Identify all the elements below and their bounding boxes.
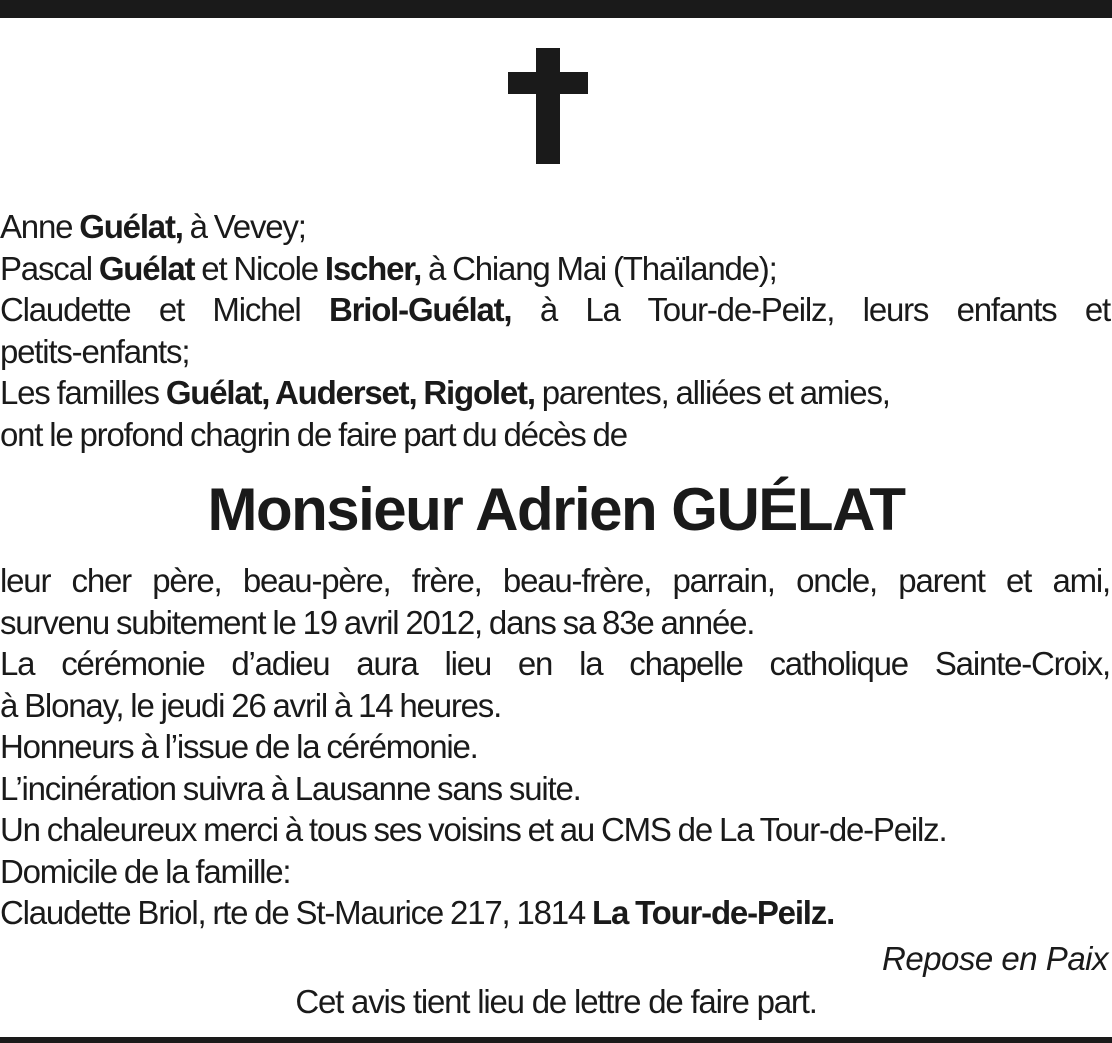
family-line-6: ont le profond chagrin de faire part du décès de [0,415,627,453]
family-line-2: Pascal Guélat et Nicole Ischer, à Chiang Mai (Thaïlande); [0,249,777,287]
family-line-1: Anne Guélat, à Vevey; [0,208,306,245]
details-line-8: Domicile de la famille: [0,852,291,890]
details-line-4: à Blonay, le jeudi 26 avril à 14 heures. [0,686,502,724]
details-line-5: Honneurs à l’issue de la cérémonie. [0,728,478,765]
announcement-details [0,560,1110,934]
details-line-7: Un chaleureux merci à tous ses voisins et au CMS de La Tour-de-Peilz. [0,811,947,848]
notice-line: Cet avis tient lieu de lettre de faire part. [295,983,817,1020]
bottom-border-rule [0,1037,1112,1043]
details-line-2: survenu subitement le 19 avril 2012, dans sa 83e année. [0,603,755,641]
details-line-9: Claudette Briol, rte de St-Maurice 217, 1814 La Tour-de-Peilz. [0,894,835,931]
family-line-3: Claudette et Michel Briol-Guélat, à La Tour-de-Peilz, leurs enfants et [0,291,1110,328]
family-list [0,206,1110,455]
family-line-5: Les familles Guélat, Auderset, Rigolet, parentes, alliées et amies, [0,374,890,411]
deceased-name: Monsieur Adrien GUÉLAT [207,476,905,543]
cross-icon [508,48,588,164]
closing-phrase: Repose en Paix [882,940,1108,977]
details-line-1: leur cher père, beau-père, frère, beau-frère, parrain, oncle, parent et ami, [0,562,1110,599]
top-border-rule [0,0,1112,18]
details-line-3: La cérémonie d’adieu aura lieu en la chapelle catholique Sainte-Croix, [0,645,1110,682]
details-line-6: L’incinération suivra à Lausanne sans suite. [0,769,581,807]
family-line-4: petits-enfants; [0,332,190,370]
